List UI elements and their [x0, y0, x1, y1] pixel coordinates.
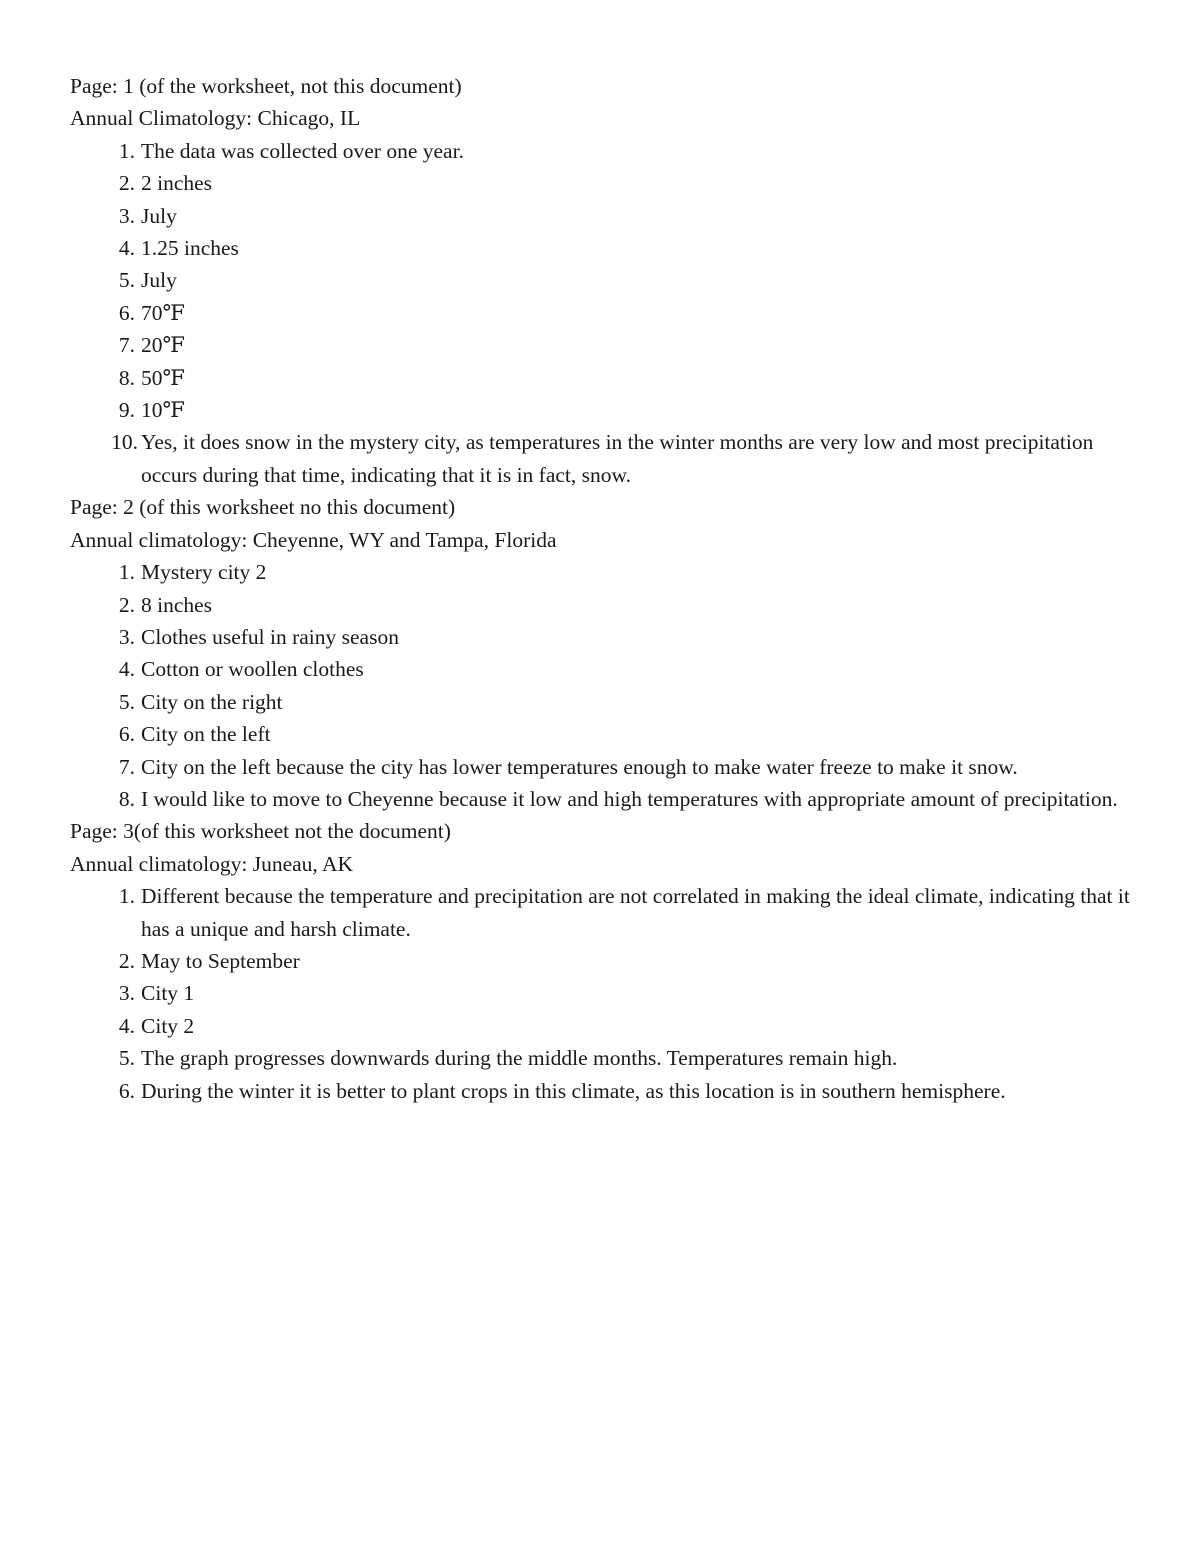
section-page-1	[70, 70, 1150, 491]
list-item	[70, 394, 1150, 426]
item-number: 6.	[118, 300, 135, 325]
item-number: 9.	[118, 398, 135, 423]
item-number: 8.	[118, 365, 135, 390]
answer-list	[70, 556, 1150, 815]
item-number: 2.	[118, 592, 135, 617]
page-label: Page: 1 (of the worksheet, not this document)	[70, 74, 462, 98]
list-item	[70, 621, 1150, 653]
list-item	[70, 977, 1150, 1009]
list-item	[70, 718, 1150, 750]
item-number: 5.	[118, 268, 135, 293]
item-number: 7.	[118, 754, 135, 779]
item-number: 3.	[118, 981, 135, 1006]
list-item	[70, 297, 1150, 329]
section-title: Annual climatology: Cheyenne, WY and Tampa, Florida	[70, 527, 557, 552]
item-number: 3.	[118, 624, 135, 649]
item-text: 2 inches	[141, 171, 213, 196]
item-text: 8 inches	[141, 592, 213, 617]
list-item	[70, 362, 1150, 394]
item-text: During the winter it is better to plant crops in this climate, as this location is in southern hemisphere.	[141, 1078, 1006, 1103]
list-item	[70, 264, 1150, 296]
list-item	[70, 1010, 1150, 1042]
item-text: 1.25 inches	[141, 236, 239, 261]
item-number: 2.	[118, 171, 135, 196]
list-item	[70, 329, 1150, 361]
list-item	[70, 686, 1150, 718]
item-text: City 2	[141, 1013, 195, 1038]
list-item	[70, 1075, 1150, 1107]
item-number: 6.	[118, 1078, 135, 1103]
item-text: City 1	[141, 981, 195, 1006]
list-item	[70, 232, 1150, 264]
section-title: Annual climatology: Juneau, AK	[70, 851, 354, 876]
item-text: Mystery city 2	[141, 560, 267, 585]
list-item	[70, 200, 1150, 232]
item-text: Cotton or woollen clothes	[141, 657, 364, 682]
answer-list	[70, 135, 1150, 491]
item-text: The data was collected over one year.	[141, 138, 464, 163]
item-number: 3.	[118, 203, 135, 228]
list-item	[70, 135, 1150, 167]
item-text: 50℉	[141, 365, 186, 390]
list-item	[70, 426, 1150, 491]
document-page	[70, 70, 1150, 1107]
item-number: 1.	[118, 560, 135, 585]
item-text: July	[141, 203, 177, 228]
item-number: 1.	[118, 138, 135, 163]
item-text: Different because the temperature and precipitation are not correlated in making the ideal climate, indicating that it has a unique and harsh climate.	[141, 884, 1130, 941]
item-text: 70℉	[141, 300, 186, 325]
item-number: 4.	[118, 236, 135, 261]
list-item	[70, 556, 1150, 588]
item-number: 4.	[118, 1013, 135, 1038]
item-text: 20℉	[141, 333, 186, 358]
item-number: 6.	[118, 722, 135, 747]
item-number: 8.	[118, 786, 135, 811]
section-title: Annual Climatology: Chicago, IL	[70, 106, 361, 131]
list-item	[70, 589, 1150, 621]
list-item	[70, 945, 1150, 977]
item-text: City on the right	[141, 689, 283, 714]
answer-list	[70, 880, 1150, 1107]
item-text: May to September	[141, 948, 300, 973]
item-text: I would like to move to Cheyenne because it low and high temperatures with appropriate amount of precipitation.	[141, 786, 1118, 811]
item-text: 10℉	[141, 398, 186, 423]
item-number: 10.	[111, 430, 138, 455]
item-text: Clothes useful in rainy season	[141, 624, 399, 649]
section-page-3	[70, 815, 1150, 1107]
list-item	[70, 653, 1150, 685]
item-number: 2.	[118, 948, 135, 973]
list-item	[70, 783, 1150, 815]
item-number: 7.	[118, 333, 135, 358]
page-label: Page: 2 (of this worksheet no this document)	[70, 495, 456, 520]
page-label: Page: 3(of this worksheet not the document)	[70, 819, 451, 844]
item-number: 5.	[118, 1046, 135, 1071]
item-number: 5.	[118, 689, 135, 714]
section-page-2	[70, 491, 1150, 815]
list-item	[70, 1042, 1150, 1074]
item-number: 1.	[118, 884, 135, 909]
item-text: City on the left because the city has lower temperatures enough to make water freeze to make it snow.	[141, 754, 1018, 779]
list-item	[70, 880, 1150, 945]
item-text: The graph progresses downwards during the middle months. Temperatures remain high.	[141, 1046, 898, 1071]
item-text: City on the left	[141, 722, 271, 747]
list-item	[70, 167, 1150, 199]
item-number: 4.	[118, 657, 135, 682]
list-item	[70, 751, 1150, 783]
item-text: Yes, it does snow in the mystery city, as temperatures in the winter months are very low and most precipitation occurs during that time, indicating that it is in fact, snow.	[141, 430, 1094, 487]
item-text: July	[141, 268, 177, 293]
